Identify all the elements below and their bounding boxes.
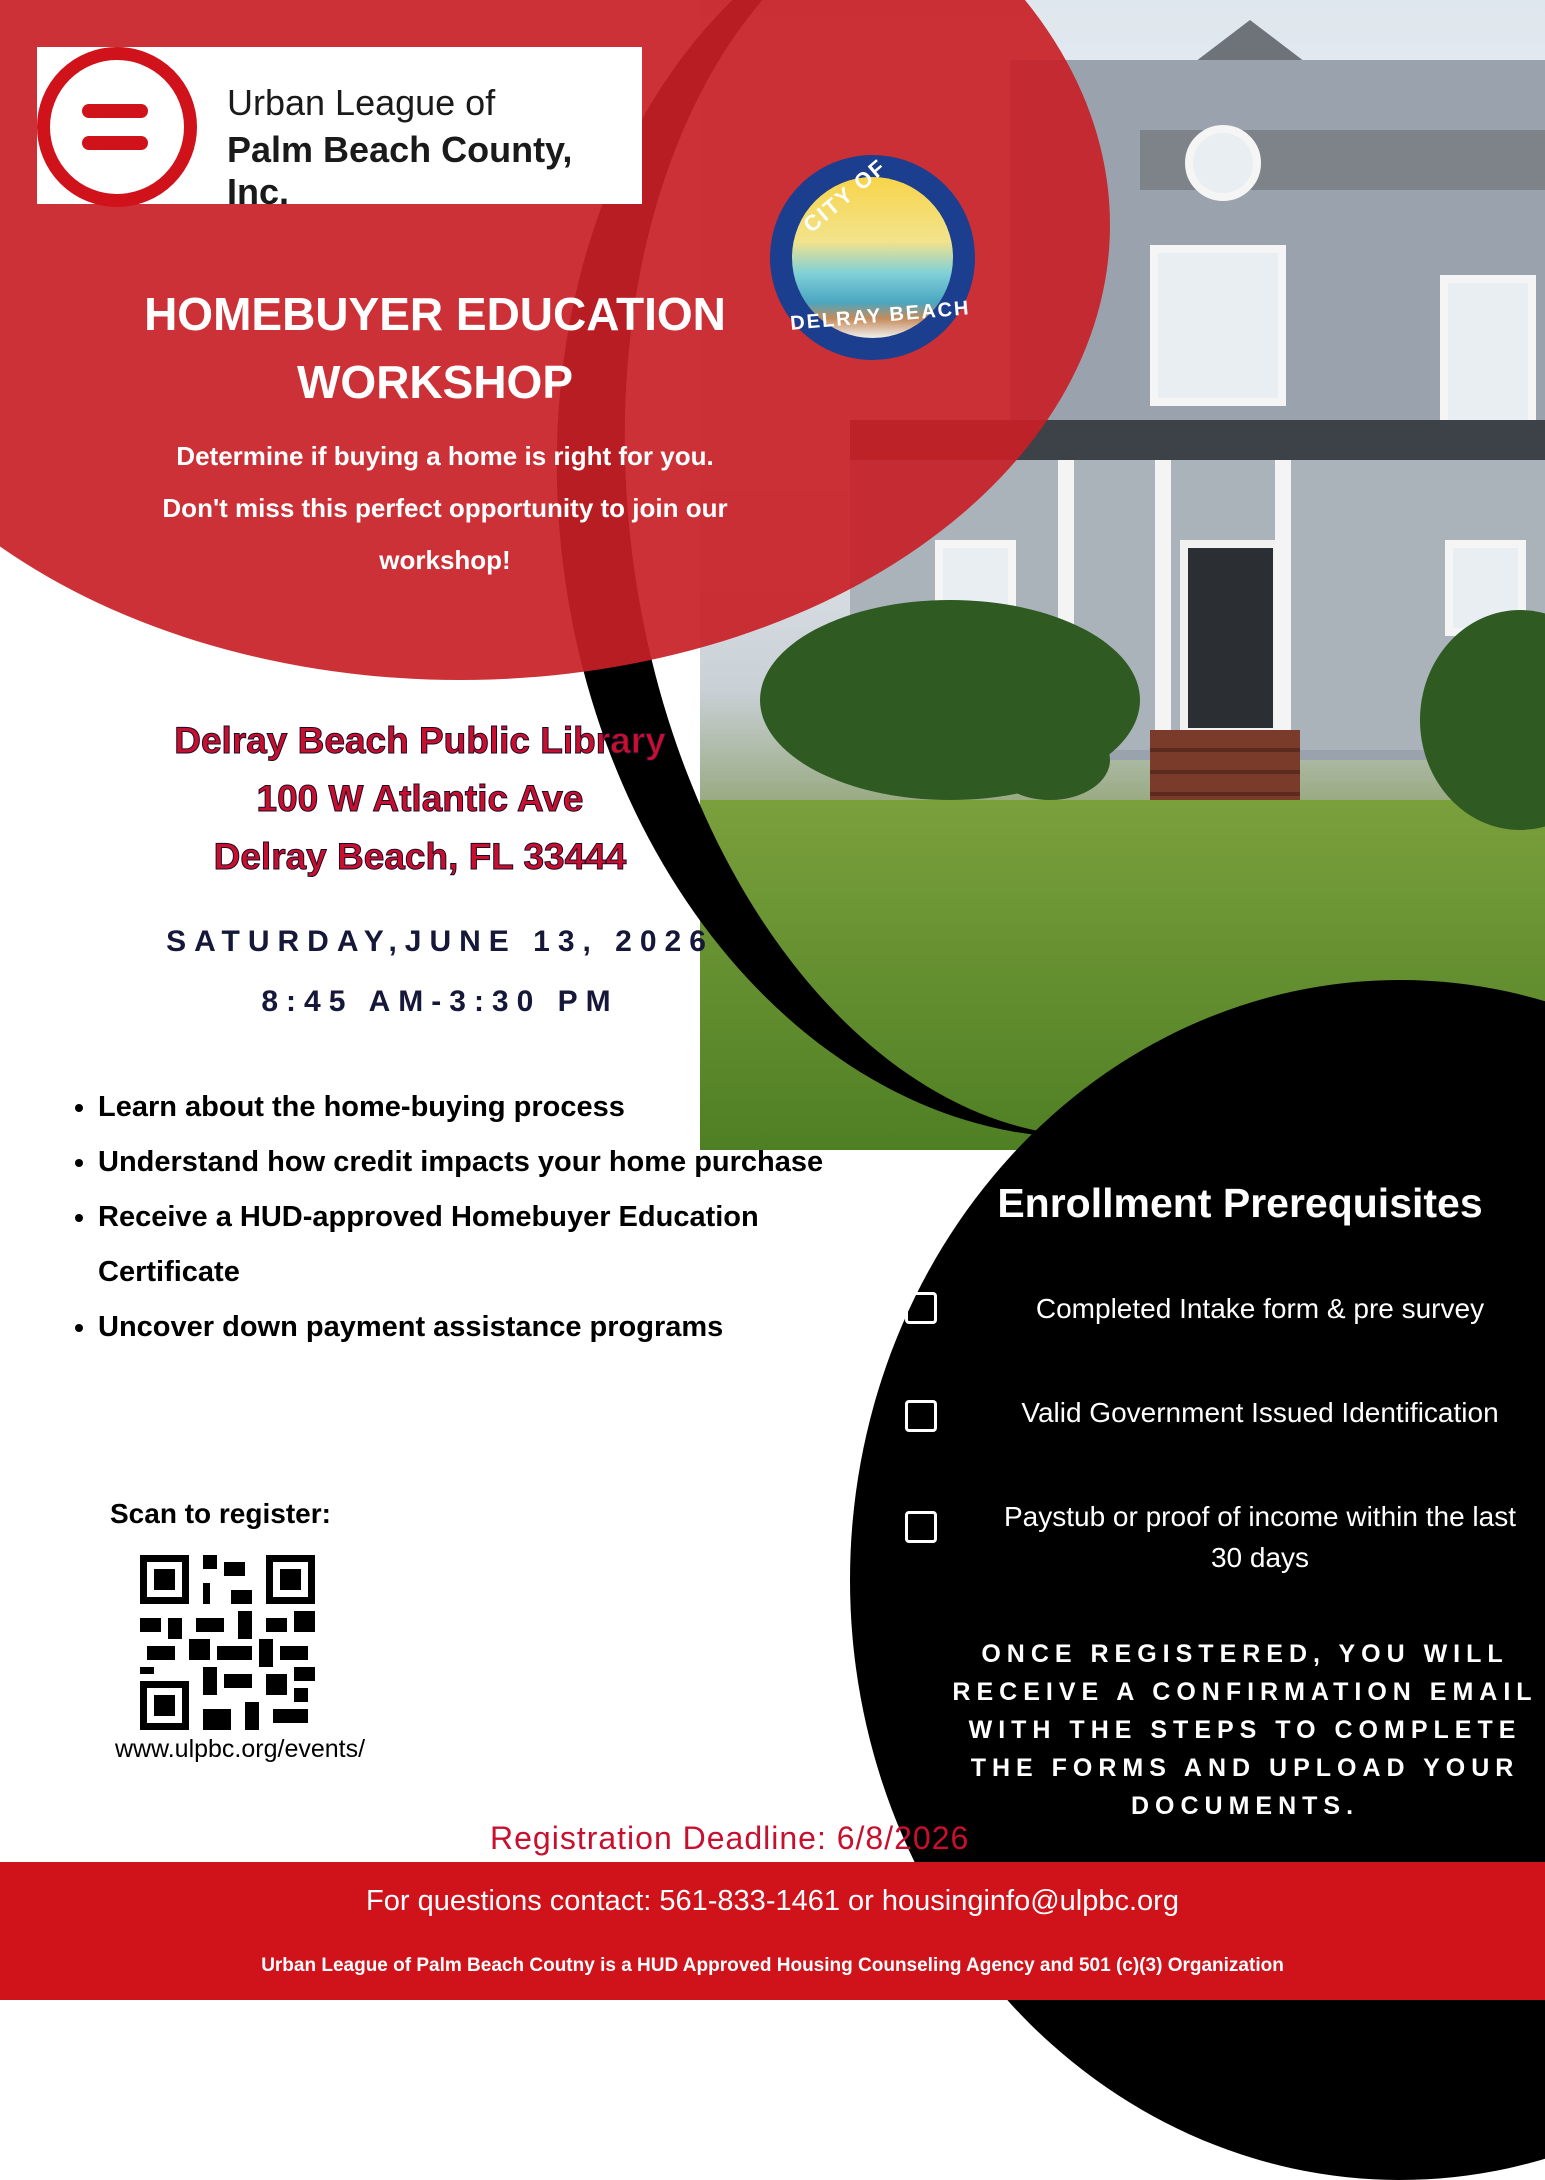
seal-bottom-text: DELRAY BEACH <box>789 297 972 335</box>
checkbox-icon[interactable] <box>905 1400 937 1432</box>
event-schedule <box>90 912 790 1032</box>
logo-line-2: Palm Beach County, Inc. <box>227 129 573 212</box>
confirmation-notice: ONCE REGISTERED, YOU WILL RECEIVE A CONFIRMATION EMAIL WITH THE STEPS TO COMPLETE THE FORMS AND UPLOAD YOUR DOCUMENTS. <box>952 1640 1538 1820</box>
venue-address <box>100 712 740 886</box>
tagline-line-1: Determine if buying a home is right for you. <box>176 441 714 471</box>
workshop-title <box>80 280 790 416</box>
footer-bar <box>0 1862 1545 2000</box>
list-item: • Understand how credit impacts your home purchase <box>98 1135 878 1190</box>
prerequisite-item: Paystub or proof of income within the last 30 days <box>1003 1501 1517 1573</box>
tagline-line-3: workshop! <box>379 545 511 575</box>
venue-city: Delray Beach, FL 33444 <box>213 836 627 877</box>
venue-street: 100 W Atlantic Ave <box>256 778 584 819</box>
venue-name: Delray Beach Public Library <box>174 720 666 761</box>
city-of-delray-beach-seal <box>770 155 975 360</box>
logo-equal-bar <box>82 136 148 150</box>
agency-statement: Urban League of Palm Beach Coutny is a HUD Approved Housing Counseling Agency and 501 (c)(3) Organization <box>261 1955 1284 1976</box>
seal-top-text: CITY OF <box>798 153 892 238</box>
black-panel <box>850 980 1545 2180</box>
title-line-1: HOMEBUYER EDUCATION <box>144 288 726 340</box>
benefits-list <box>60 1080 878 1355</box>
registration-url[interactable]: www.ulpbc.org/events/ <box>114 1735 366 1763</box>
logo-equal-bar <box>82 104 148 118</box>
list-item: • Learn about the home-buying process <box>98 1080 878 1135</box>
event-date: SATURDAY,JUNE 13, 2026 <box>166 925 714 958</box>
tagline-line-2: Don't miss this perfect opportunity to join our <box>162 493 728 523</box>
urban-league-logo-icon <box>37 47 197 207</box>
logo-line-1: Urban League of <box>227 82 496 123</box>
list-item: • Receive a HUD-approved Homebuyer Education Certificate <box>98 1190 878 1300</box>
event-time: 8:45 AM-3:30 PM <box>261 985 619 1018</box>
checkbox-icon[interactable] <box>905 1292 937 1324</box>
contact-info: For questions contact: 561-833-1461 or housinginfo@ulpbc.org <box>366 1885 1179 1917</box>
prerequisite-item: Valid Government Issued Identification <box>1021 1397 1499 1428</box>
prerequisites-title: Enrollment Prerequisites <box>997 1180 1483 1226</box>
checkbox-icon[interactable] <box>905 1511 937 1543</box>
workshop-tagline <box>120 430 770 586</box>
prerequisite-item: Completed Intake form & pre survey <box>1035 1293 1485 1324</box>
registration-qr-code[interactable] <box>140 1555 315 1730</box>
registration-deadline: Registration Deadline: 6/8/2026 <box>490 1820 970 1856</box>
title-line-2: WORKSHOP <box>297 356 573 408</box>
urban-league-logo <box>37 47 642 212</box>
scan-label: Scan to register: <box>110 1498 331 1529</box>
list-item: • Uncover down payment assistance programs <box>98 1300 878 1355</box>
